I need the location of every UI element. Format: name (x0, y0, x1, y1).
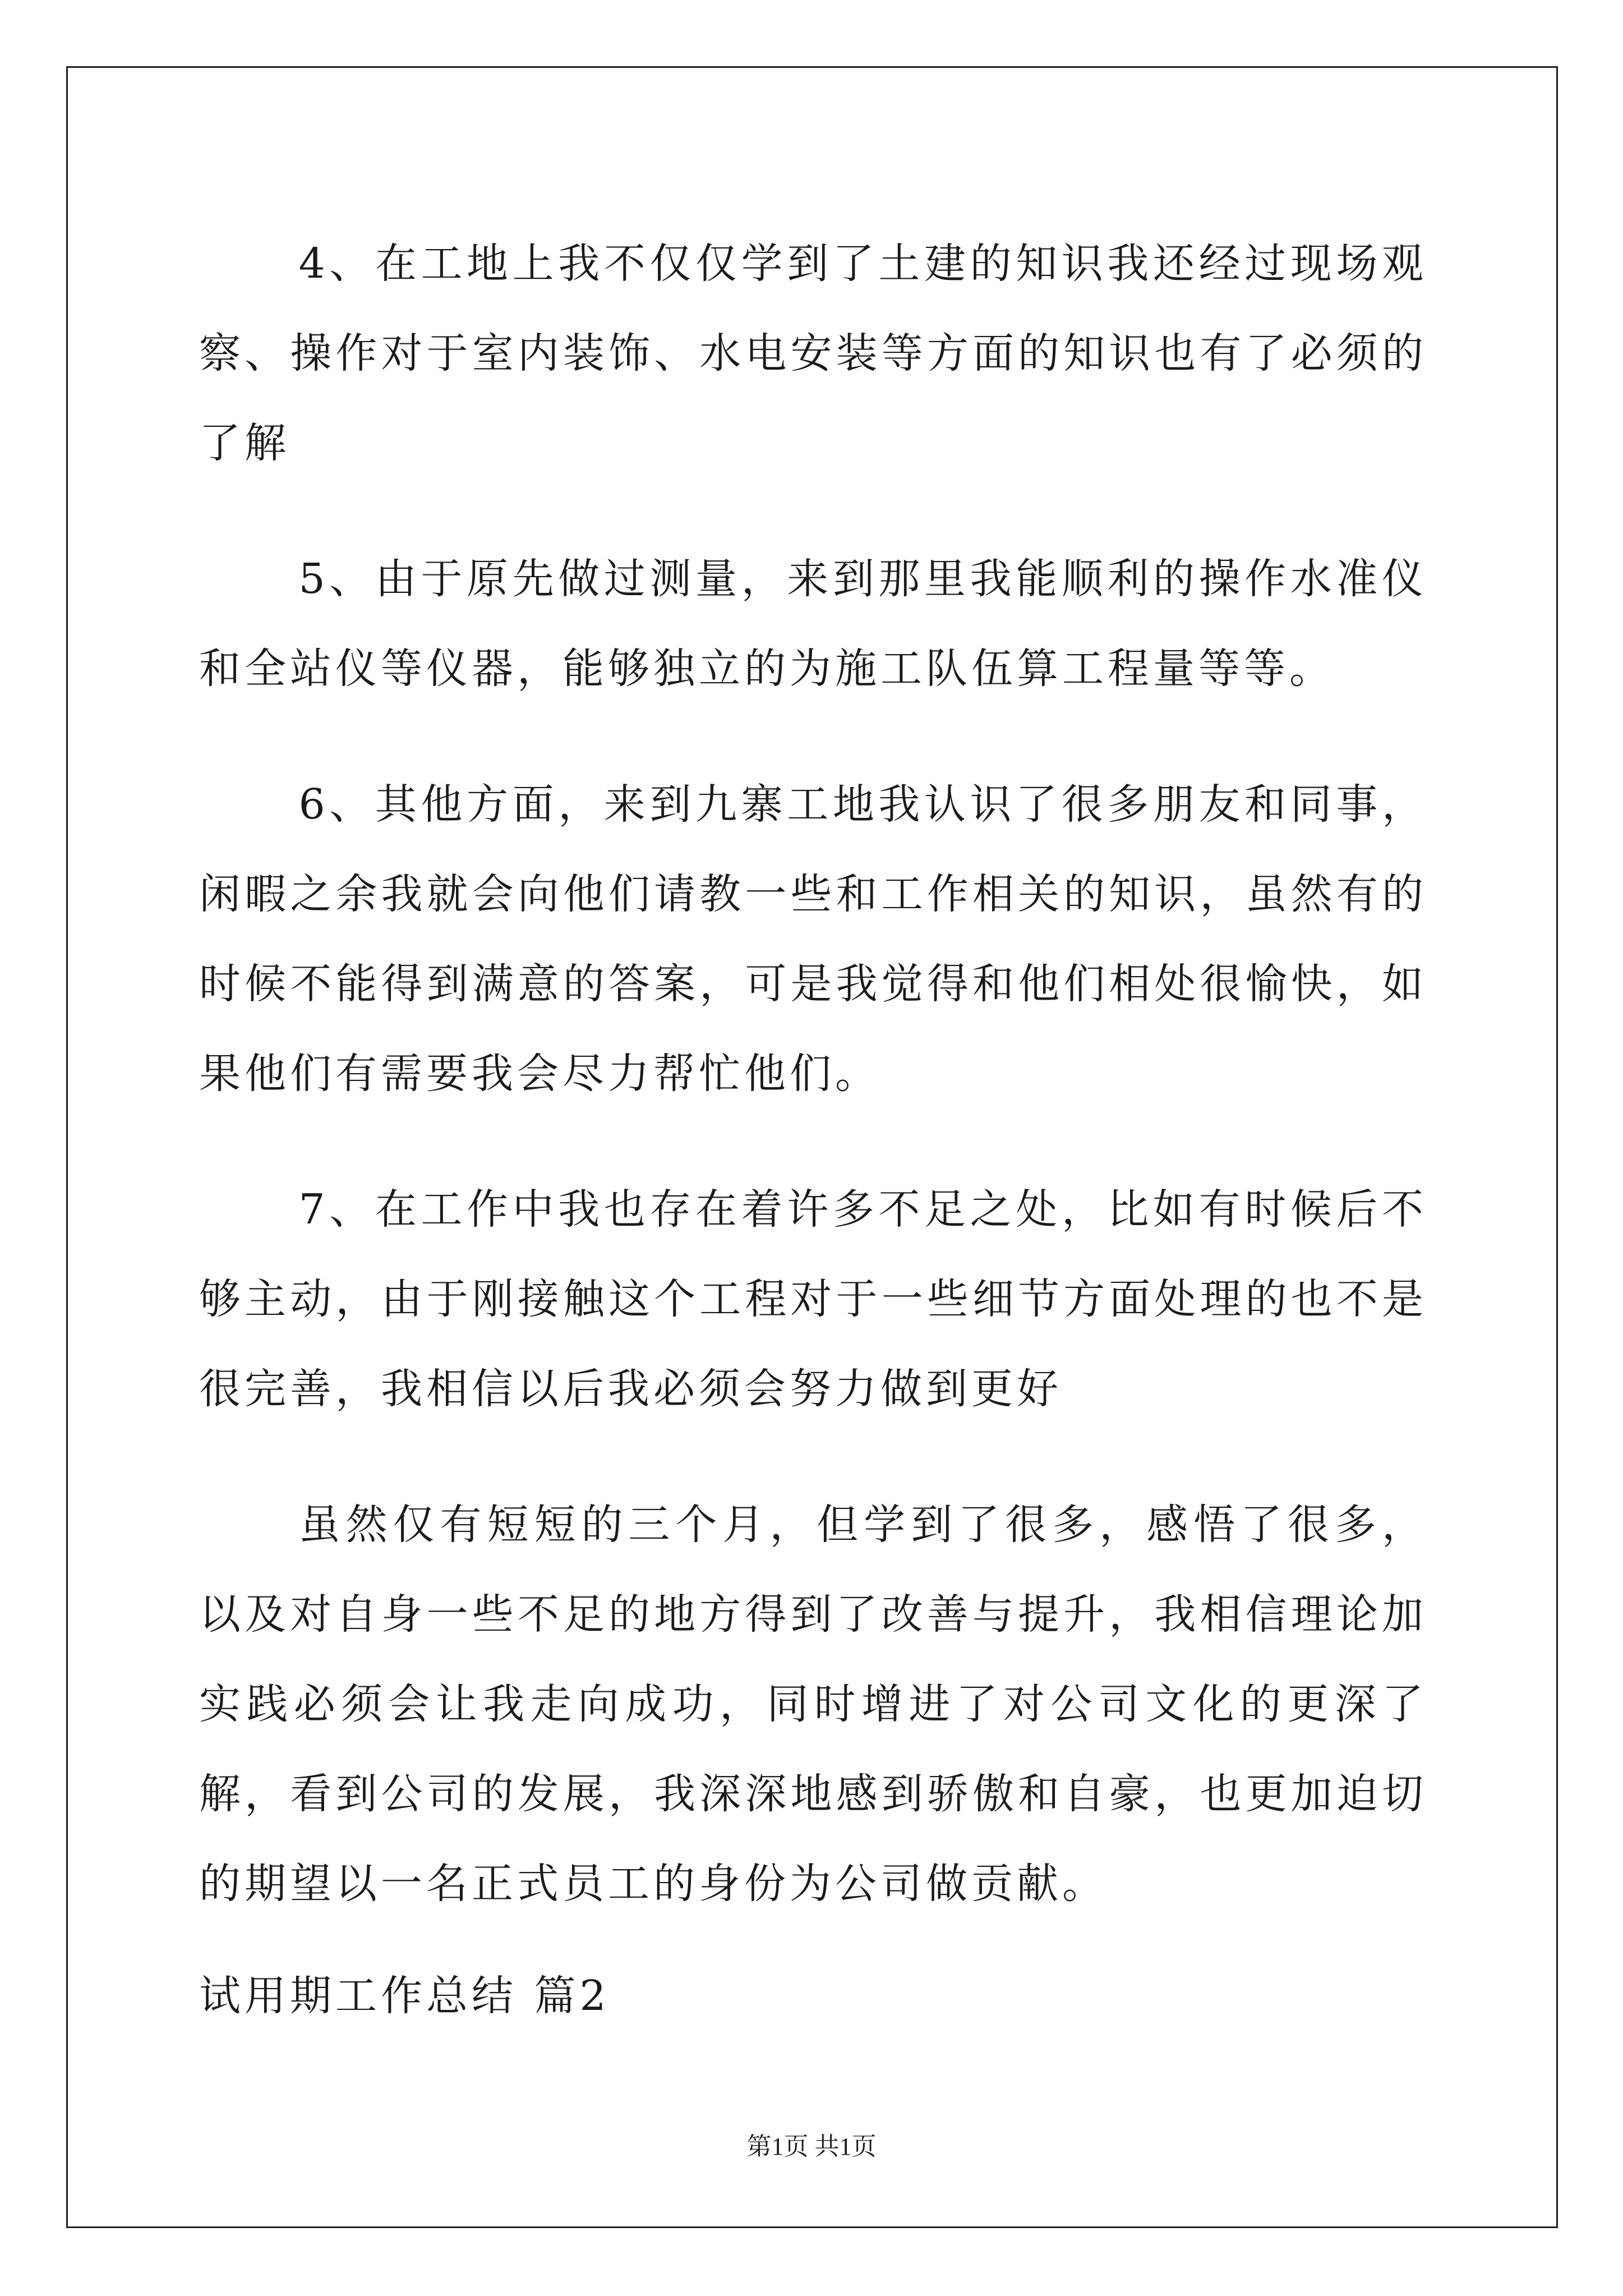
document-body (199, 219, 1427, 2041)
section-heading: 试用期工作总结 篇2 (199, 1972, 610, 2020)
paragraph-item-6: 6、其他方面，来到九寨工地我认识了很多朋友和同事，闲暇之余我就会向他们请教一些和工作相关的知识，虽然有的时候不能得到满意的答案，可是我觉得和他们相处很愉快，如果他们有需要我会尽力帮忙他们。 (199, 780, 1427, 1098)
paragraph-summary: 虽然仅有短短的三个月，但学到了很多，感悟了很多，以及对自身一些不足的地方得到了改善与提升，我相信理论加实践必须会让我走向成功，同时增进了对公司文化的更深了解，看到公司的发展，我深深地感到骄傲和自豪，也更加迫切的期望以一名正式员工的身份为公司做贡献。 (199, 1501, 1427, 1908)
paragraph-item-7: 7、在工作中我也存在着许多不足之处，比如有时候后不够主动，由于刚接触这个工程对于一些细节方面处理的也不是很完善，我相信以后我必须会努力做到更好 (199, 1185, 1427, 1413)
paragraph-item-4: 4、在工地上我不仅仅学到了土建的知识我还经过现场观察、操作对于室内装饰、水电安装等方面的知识也有了必须的了解 (199, 240, 1427, 467)
paragraph-item-5: 5、由于原先做过测量，来到那里我能顺利的操作水准仪和全站仪等仪器，能够独立的为施工队伍算工程量等等。 (199, 555, 1427, 693)
page-footer: 第1页 共1页 (746, 2133, 877, 2160)
